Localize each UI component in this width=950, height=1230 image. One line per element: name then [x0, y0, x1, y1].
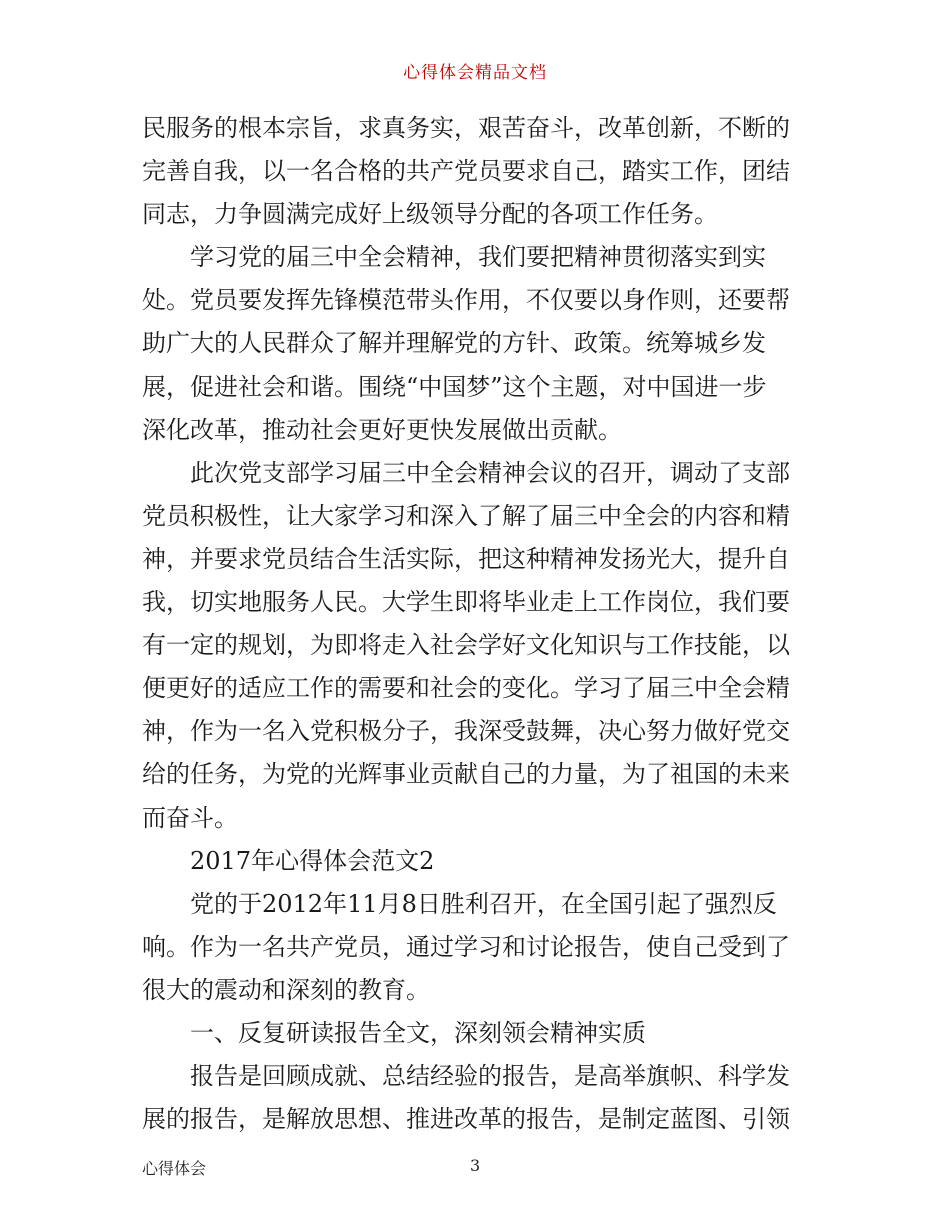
text-line: 助广大的人民群众了解并理解党的方针、政策。统筹城乡发	[142, 329, 766, 358]
paragraph-start-line: 报告是回顾成就、总结经验的报告，是高举旗帜、科学发	[190, 1062, 790, 1091]
paragraph-start-line: 党的于2012年11月8日胜利召开，在全国引起了强烈反	[190, 889, 777, 918]
paragraph-start-line: 学习党的届三中全会精神，我们要把精神贯彻落实到实	[190, 243, 766, 272]
text-line: 展，促进社会和谐。围绕“中国梦”这个主题，对中国进一步	[142, 372, 767, 401]
text-line: 民服务的根本宗旨，求真务实，艰苦奋斗，改革创新，不断的	[142, 114, 790, 142]
text-line: 展的报告，是解放思想、推进改革的报告，是制定蓝图、引领	[142, 1105, 790, 1134]
paragraph-start-line: 此次党支部学习届三中全会精神会议的召开，调动了支部	[190, 458, 790, 487]
text-line: 完善自我，以一名合格的共产党员要求自己，踏实工作，团结	[142, 157, 790, 186]
text-line: 我，切实地服务人民。大学生即将毕业走上工作岗位，我们要	[142, 588, 790, 617]
text-line: 而奋斗。	[142, 803, 238, 832]
text-line: 同志，力争圆满完成好上级领导分配的各项工作任务。	[142, 200, 718, 229]
footer-label: 心得体会	[142, 1159, 207, 1178]
text-line: 便更好的适应工作的需要和社会的变化。学习了届三中全会精	[142, 674, 790, 703]
text-line: 处。党员要发挥先锋模范带头作用，不仅要以身作则，还要帮	[142, 286, 790, 315]
page-number: 3	[470, 1156, 481, 1175]
document-header-title: 心得体会精品文档	[403, 63, 547, 83]
text-line: 深化改革，推动社会更好更快发展做出贡献。	[142, 415, 622, 444]
text-line: 神，并要求党员结合生活实际，把这种精神发扬光大，提升自	[142, 544, 790, 573]
subsection-heading: 一、反复研读报告全文，深刻领会精神实质	[190, 1018, 646, 1047]
text-line: 很大的震动和深刻的教育。	[142, 975, 430, 1004]
section-heading: 2017年心得体会范文2	[190, 846, 435, 875]
text-line: 响。作为一名共产党员，通过学习和讨论报告，使自己受到了	[142, 932, 790, 961]
text-line: 神，作为一名入党积极分子，我深受鼓舞，决心努力做好党交	[142, 717, 790, 746]
text-line: 给的任务，为党的光辉事业贡献自己的力量，为了祖国的未来	[142, 760, 790, 789]
document-body	[142, 107, 822, 1141]
text-line: 有一定的规划，为即将走入社会学好文化知识与工作技能，以	[142, 631, 790, 660]
text-line: 党员积极性，让大家学习和深入了解了届三中全会的内容和精	[142, 501, 790, 530]
